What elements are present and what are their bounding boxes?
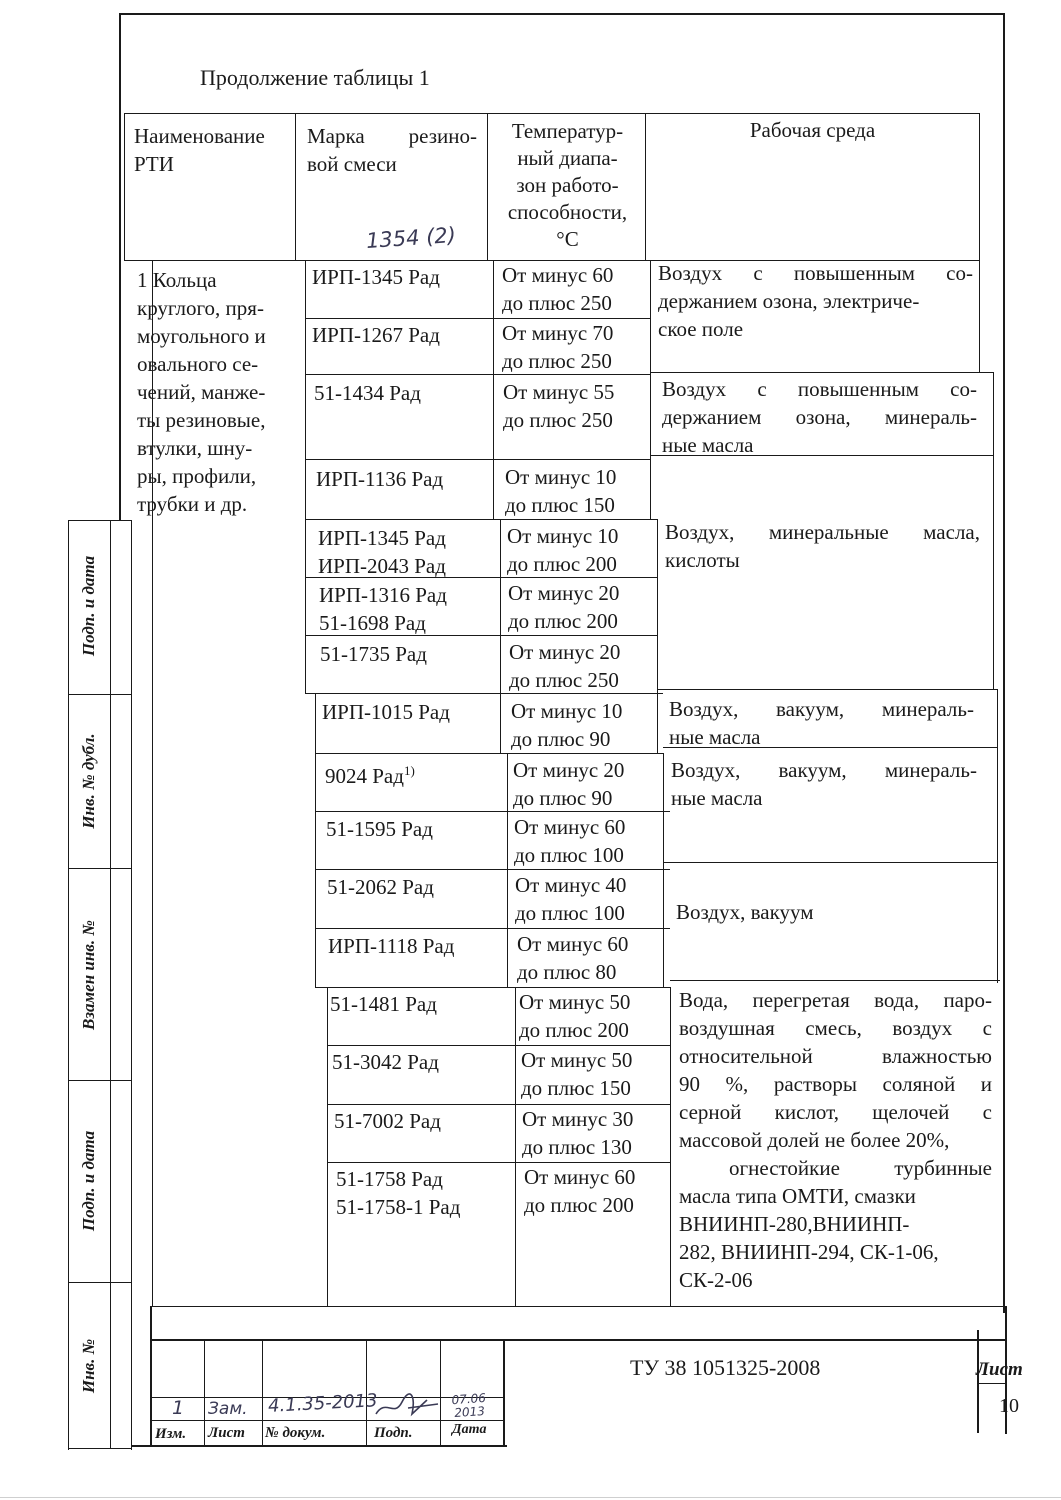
stamp-label: Подп. и дата bbox=[79, 555, 98, 657]
temp-cell: От минус 20 до плюс 200 bbox=[508, 581, 620, 633]
col-label-date: Дата bbox=[452, 1422, 487, 1437]
temp-cell: От минус 60 до плюс 80 bbox=[517, 932, 629, 984]
temp-cell: От минус 70 до плюс 250 bbox=[502, 321, 614, 373]
temp-cell: От минус 60 до плюс 200 bbox=[524, 1165, 636, 1217]
grade-cell: 51-2062 Рад bbox=[327, 875, 434, 899]
document-code: ТУ 38 1051325-2008 bbox=[630, 1355, 821, 1380]
header-medium: Рабочая среда bbox=[749, 118, 876, 142]
medium-cell: Воздух, минеральные масла, кислоты bbox=[665, 520, 980, 572]
stamp-label: Взамен инв. № bbox=[79, 920, 98, 1030]
col-label-list: Лист bbox=[208, 1425, 245, 1441]
header-name: Наименование РТИ bbox=[134, 124, 265, 176]
grade-cell: 51-7002 Рад bbox=[334, 1109, 441, 1133]
footnote-mark: 1) bbox=[403, 763, 415, 778]
grade-cell: 51-1758 Рад 51-1758-1 Рад bbox=[336, 1167, 461, 1219]
temp-cell: От минус 50 до плюс 200 bbox=[519, 990, 631, 1042]
frame-left bbox=[119, 13, 121, 521]
grade-cell: 51-3042 Рад bbox=[332, 1050, 439, 1074]
grade-cell: 51-1434 Рад bbox=[314, 381, 421, 405]
header-temp: Температур- ный диапа- зон работо- способности, °С bbox=[507, 119, 628, 251]
medium-cell: Воздух с повышенным со- держанием озона, электриче- ское поле bbox=[658, 261, 973, 341]
stamp-label: Инв. № bbox=[79, 1338, 98, 1394]
change-number: 1 bbox=[172, 1397, 185, 1419]
frame-top bbox=[119, 13, 1004, 15]
temp-cell: От минус 20 до плюс 90 bbox=[513, 758, 625, 810]
grade-cell: 51-1735 Рад bbox=[320, 642, 427, 666]
signature bbox=[372, 1392, 442, 1420]
handwritten-note: 1354 (2) bbox=[365, 222, 457, 254]
grade-cell: 51-1481 Рад bbox=[330, 992, 437, 1016]
grade-cell: 51-1595 Рад bbox=[326, 817, 433, 841]
temp-cell: От минус 55 до плюс 250 bbox=[503, 380, 615, 432]
temp-cell: От минус 50 до плюс 150 bbox=[521, 1048, 633, 1100]
temp-cell: От минус 60 до плюс 100 bbox=[514, 815, 626, 867]
grade-cell: ИРП-1267 Рад bbox=[312, 323, 440, 347]
stamp-label: Инв. № дубл. bbox=[79, 733, 98, 829]
temp-cell: От минус 60 до плюс 250 bbox=[502, 263, 614, 315]
change-doc-number: 4.1.35-2013 bbox=[267, 1390, 379, 1417]
product-name: 1 Кольца круглого, пря- моугольного и овального се- чений, манже- ты резиновые, втулки, шну- ры, профили, трубки и др. bbox=[137, 268, 266, 516]
change-type: Зам. bbox=[208, 1399, 248, 1419]
medium-cell: Вода, перегретая вода, паро- воздушная смесь, воздух с относительной влажностью 90 %, растворы соляной и серной кислот, щелочей с массовой долей не более 20%, огнестойкие турбинные масла типа ОМТИ, смазки ВНИИНП-280,ВНИИНП- 282, ВНИИНП-294, СК-1-06, СК-2-06 bbox=[679, 988, 992, 1292]
header-grade: Марка резино- вой смеси bbox=[307, 124, 477, 176]
medium-cell: Воздух, вакуум, минераль- ные масла bbox=[671, 758, 977, 810]
temp-cell: От минус 40 до плюс 100 bbox=[515, 873, 627, 925]
scan-edge bbox=[0, 1497, 1061, 1498]
change-date: 07.06 2013 bbox=[451, 1390, 487, 1421]
table-caption: Продолжение таблицы 1 bbox=[200, 65, 430, 90]
grade-cell: 9024 Рад$^{1)}$ bbox=[325, 763, 415, 788]
temp-cell: От минус 10 до плюс 200 bbox=[507, 524, 619, 576]
medium-cell: Воздух, вакуум bbox=[676, 900, 814, 924]
grade-cell: ИРП-1118 Рад bbox=[328, 934, 455, 958]
frame-right bbox=[1003, 13, 1005, 1313]
grade-cell: ИРП-1136 Рад bbox=[316, 467, 444, 491]
temp-cell: От минус 20 до плюс 250 bbox=[509, 640, 621, 692]
col-label-doc: № докум. bbox=[265, 1425, 326, 1441]
temp-cell: От минус 10 до плюс 90 bbox=[511, 699, 623, 751]
grade-cell: ИРП-1345 Рад ИРП-2043 Рад bbox=[318, 526, 446, 578]
grade-cell: ИРП-1345 Рад bbox=[312, 265, 440, 289]
grade-cell: ИРП-1015 Рад bbox=[322, 700, 450, 724]
medium-cell: Воздух с повышенным со- держанием озона, минераль- ные масла bbox=[662, 377, 977, 457]
sheet-label: Лист bbox=[976, 1359, 1023, 1380]
temp-cell: От минус 30 до плюс 130 bbox=[522, 1107, 634, 1159]
medium-cell: Воздух, вакуум, минераль- ные масла bbox=[669, 697, 974, 749]
col-label-sign: Подп. bbox=[374, 1425, 413, 1441]
col-label-izm: Изм. bbox=[155, 1426, 187, 1442]
stamp-label: Подп. и дата bbox=[79, 1130, 98, 1232]
sheet-number: 10 bbox=[999, 1395, 1019, 1417]
temp-cell: От минус 10 до плюс 150 bbox=[505, 465, 617, 517]
grade-cell: ИРП-1316 Рад 51-1698 Рад bbox=[319, 583, 447, 635]
